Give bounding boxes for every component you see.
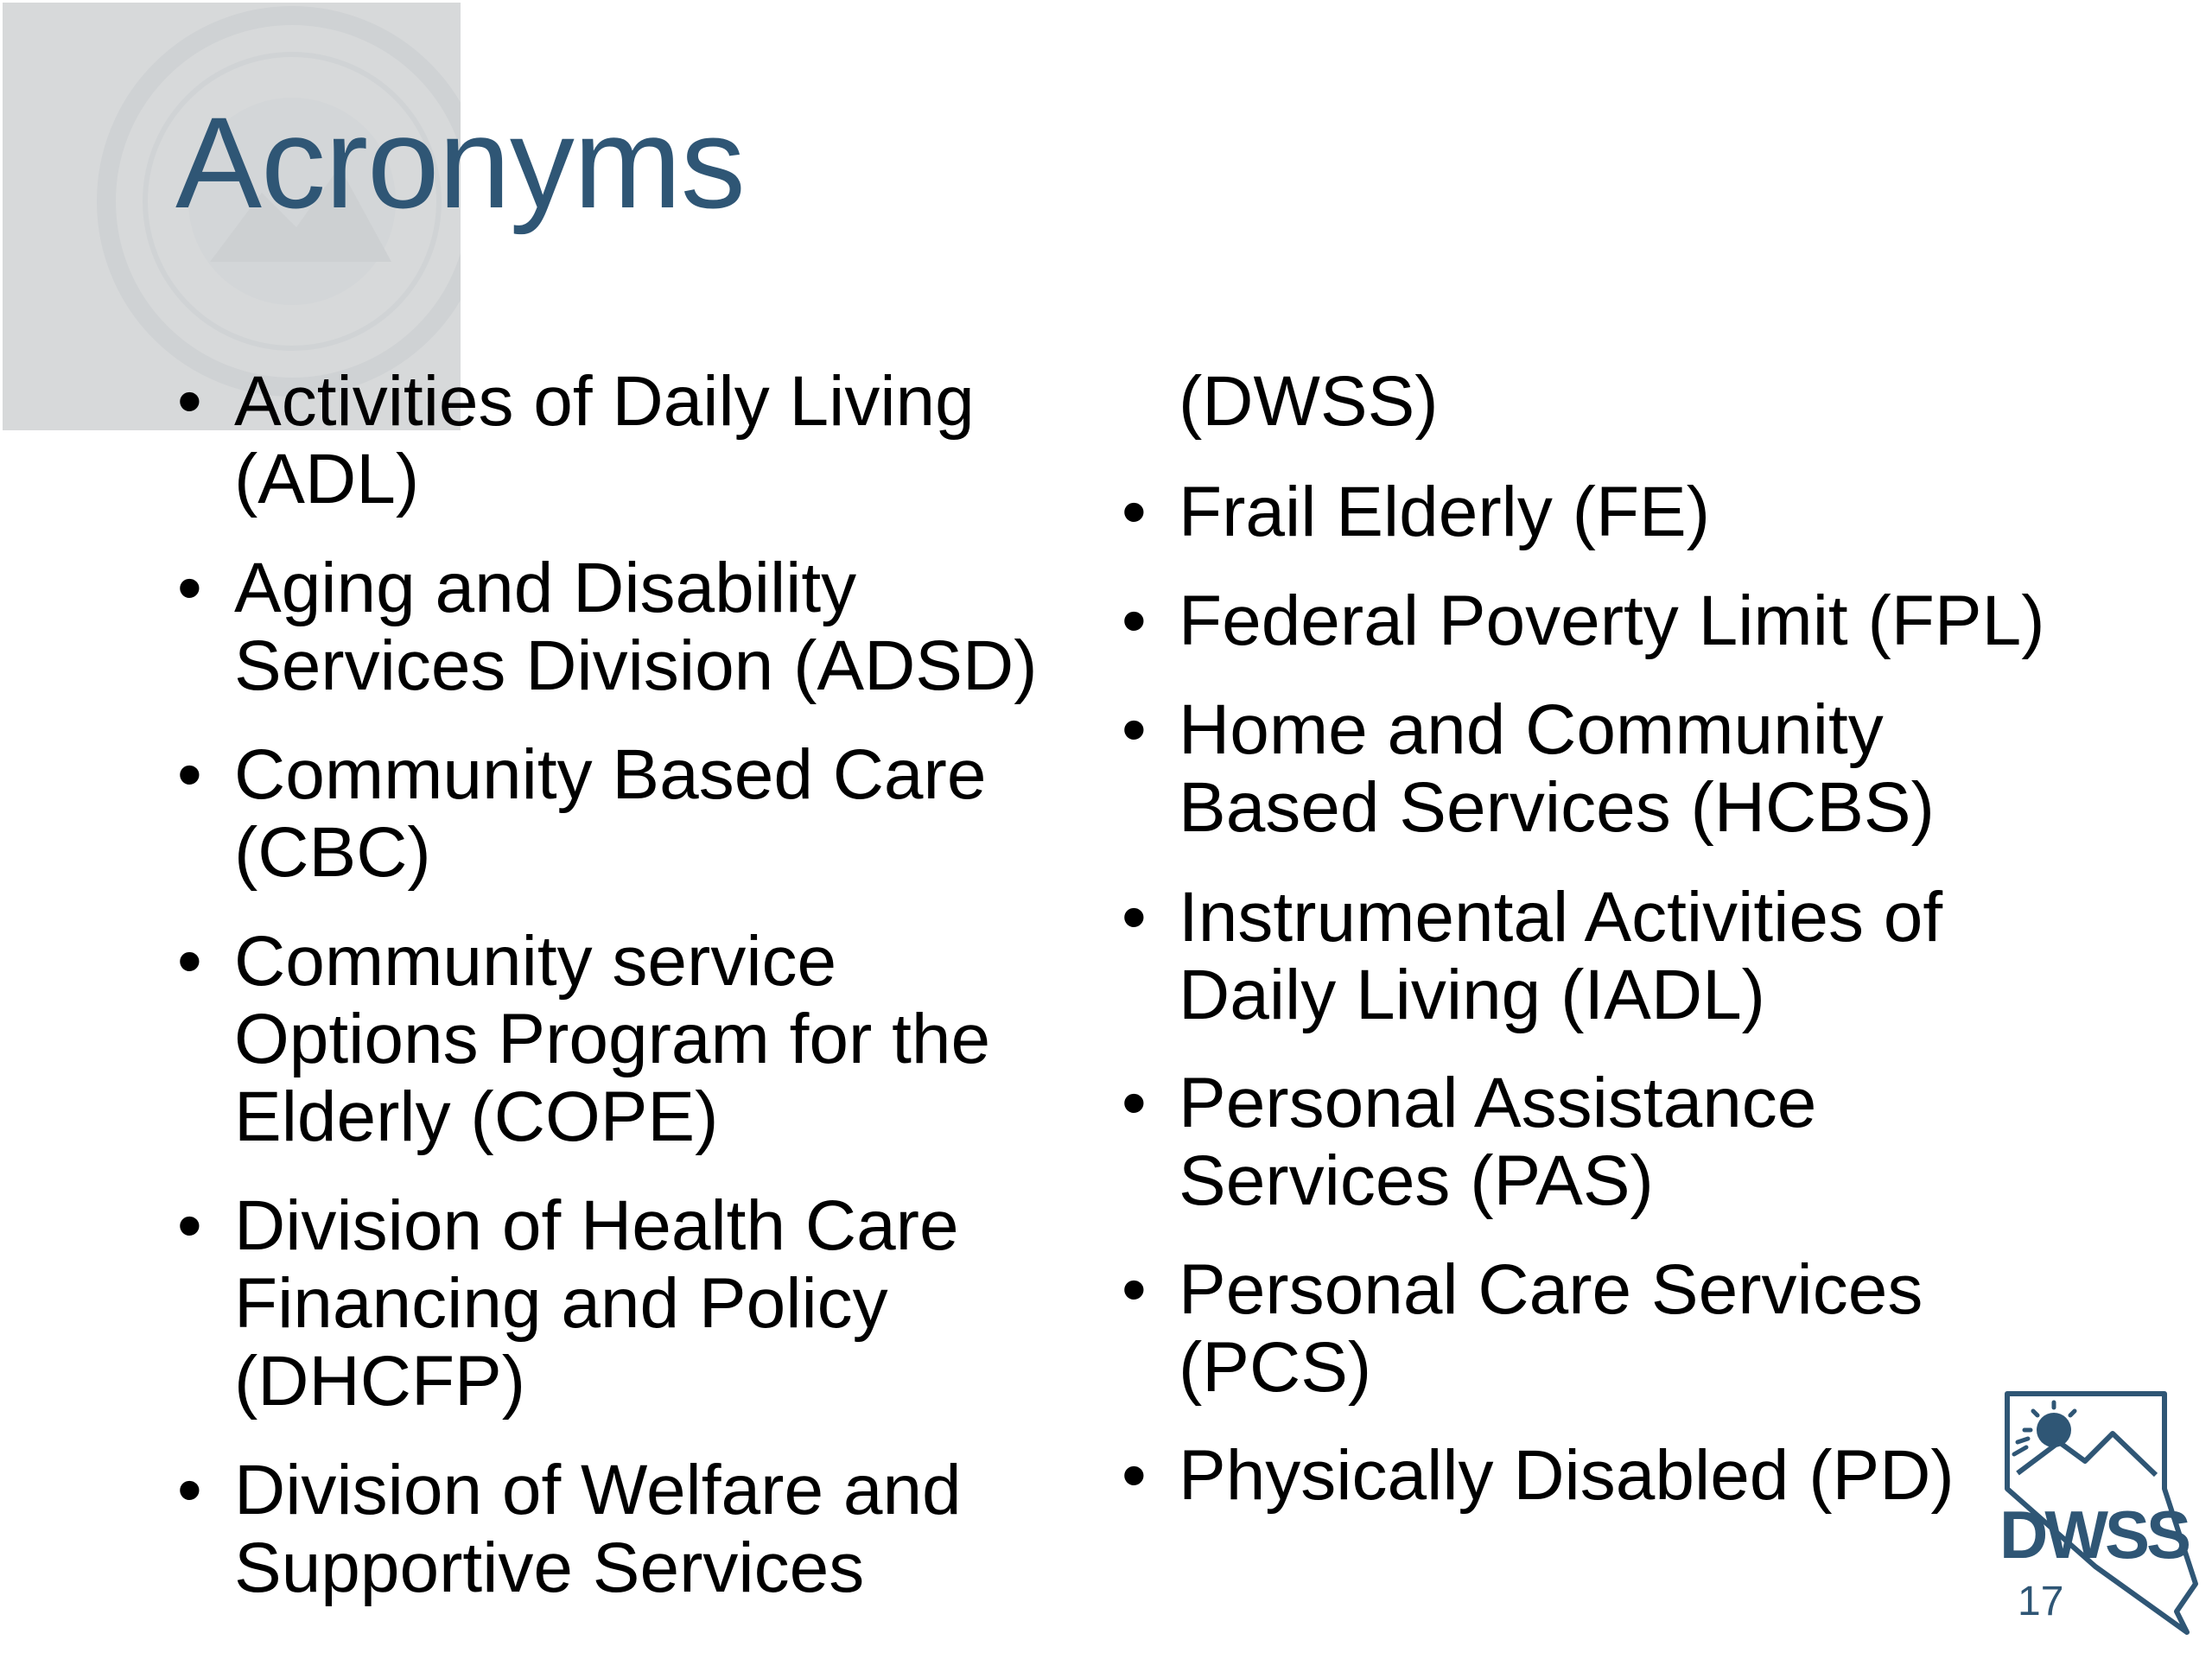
bullet-icon: •	[1122, 1436, 1147, 1515]
list-item-line: Division of Welfare and	[234, 1451, 962, 1529]
list-item-line: Elderly (COPE)	[234, 1077, 719, 1156]
page-number: 17	[2018, 1579, 2064, 1624]
bullet-icon: •	[177, 735, 202, 814]
list-item-line: Federal Poverty Limit (FPL)	[1179, 582, 2045, 660]
list-item-line: (DHCFP)	[234, 1342, 526, 1421]
list-item-line: Supportive Services	[234, 1529, 865, 1607]
list-item	[1122, 691, 1935, 847]
bullet-icon: •	[177, 1451, 202, 1529]
list-item	[177, 1187, 959, 1421]
bullet-icon: •	[1122, 1250, 1147, 1329]
list-item-line: Community Based Care	[234, 735, 987, 814]
list-item-line: Daily Living (IADL)	[1179, 956, 1765, 1034]
list-item	[1122, 1065, 1816, 1220]
list-item-line: Community service	[234, 922, 837, 1001]
list-item	[177, 1452, 962, 1607]
list-item-line: Frail Elderly (FE)	[1179, 473, 1711, 551]
list-item	[177, 363, 975, 518]
list-item	[1122, 1251, 1923, 1407]
list-item-line: (CBC)	[234, 813, 431, 892]
list-item-line: (ADL)	[234, 440, 420, 518]
list-item	[1122, 1437, 1955, 1515]
list-item-line: Home and Community	[1179, 690, 1884, 769]
bullet-icon: •	[177, 922, 202, 1001]
list-item	[177, 736, 986, 892]
list-item-line: (PCS)	[1179, 1328, 1372, 1407]
list-item-line: Services Division (ADSD)	[234, 626, 1038, 705]
list-item-line: Activities of Daily Living	[234, 362, 975, 441]
list-item	[177, 550, 1038, 705]
list-item-line: Division of Health Care	[234, 1186, 959, 1265]
bullet-icon: •	[1122, 690, 1147, 769]
list-item-line: Aging and Disability	[234, 549, 857, 627]
list-item-line: Personal Assistance	[1179, 1064, 1817, 1142]
bullet-icon: •	[177, 549, 202, 627]
bullet-icon: •	[1122, 582, 1147, 660]
slide-title: Acronyms	[175, 90, 745, 235]
bullet-icon: •	[1122, 878, 1147, 957]
list-item-line: Instrumental Activities of	[1179, 878, 1943, 957]
list-item-line: Options Program for the	[234, 1000, 991, 1078]
list-item-line: Based Services (HCBS)	[1179, 768, 1935, 847]
svg-text:DWSS: DWSS	[1999, 1497, 2188, 1573]
list-item-line: Physically Disabled (PD)	[1179, 1436, 1955, 1515]
list-item	[1122, 582, 2045, 660]
list-item	[177, 923, 990, 1156]
list-item-line: Personal Care Services	[1179, 1250, 1923, 1329]
list-item	[1122, 474, 1710, 551]
list-item-line: Services (PAS)	[1179, 1141, 1654, 1220]
bullet-icon: •	[177, 1186, 202, 1265]
list-item	[1122, 879, 1942, 1034]
list-item-continuation: (DWSS)	[1179, 362, 1439, 441]
bullet-icon: •	[177, 362, 202, 441]
bullet-icon: •	[1122, 473, 1147, 551]
list-item-line: Financing and Policy	[234, 1264, 888, 1343]
bullet-icon: •	[1122, 1064, 1147, 1142]
